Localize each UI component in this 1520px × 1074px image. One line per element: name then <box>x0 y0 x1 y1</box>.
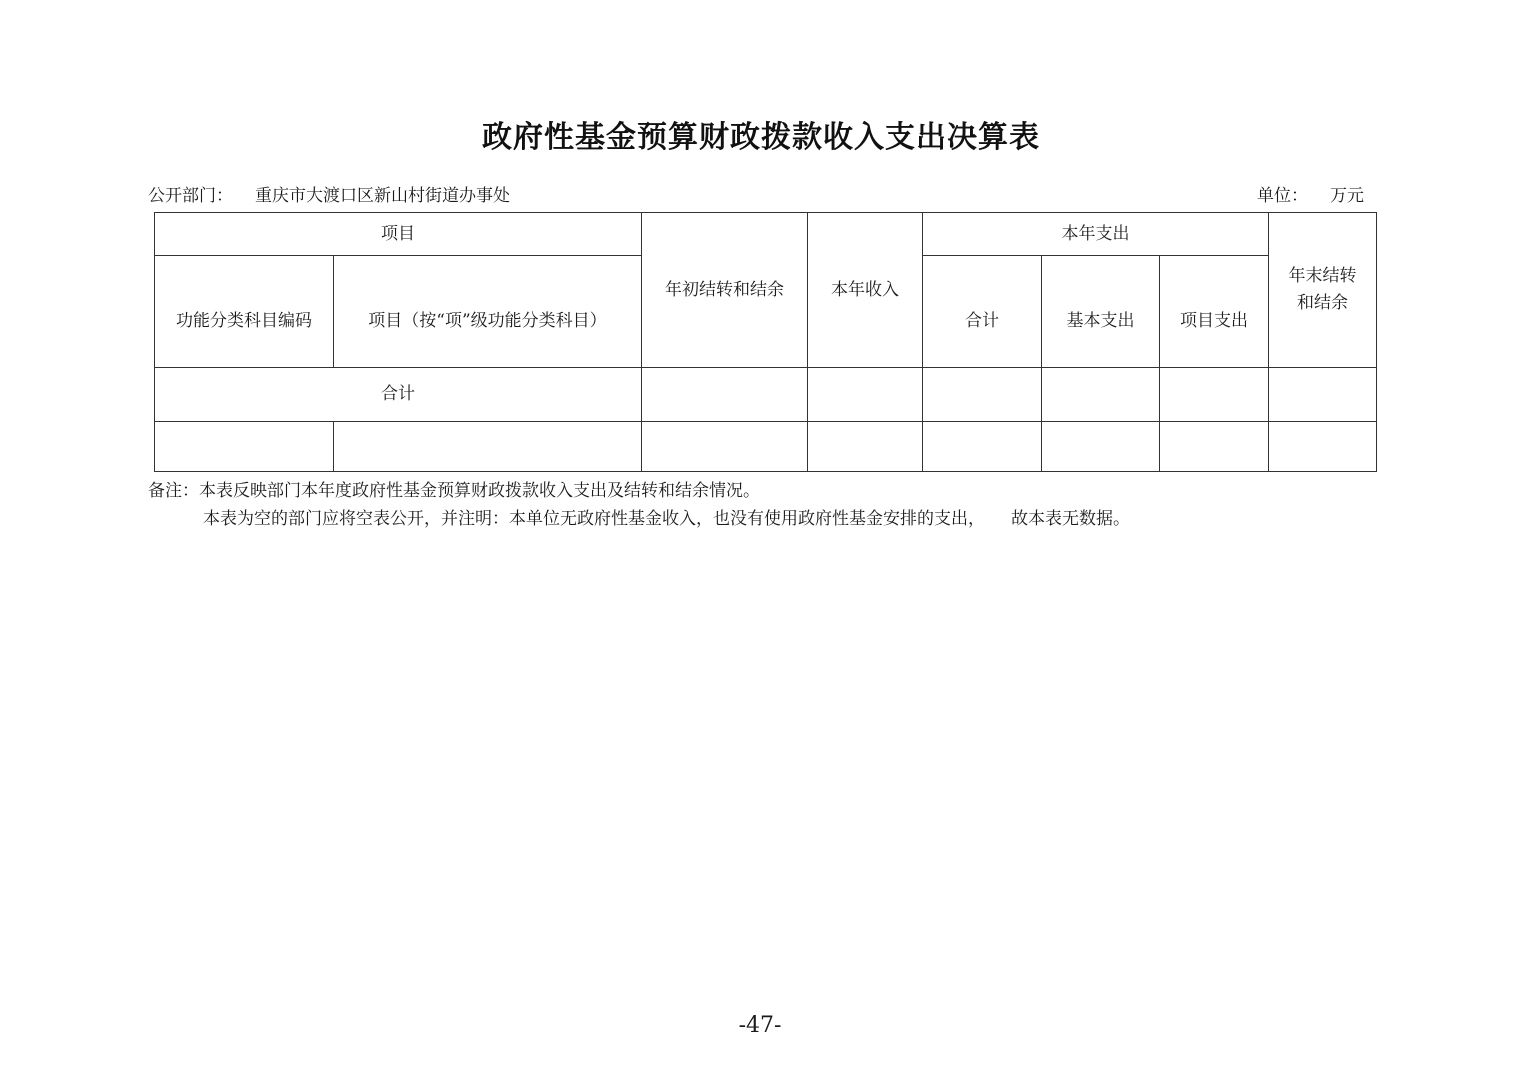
total-current-income-cell <box>808 368 923 422</box>
total-closing-balance-cell <box>1269 368 1377 422</box>
total-row-label: 合计 <box>155 368 642 422</box>
budget-table <box>154 212 1377 472</box>
empty-basic-expenditure-cell <box>1042 422 1160 472</box>
header-basic-expenditure <box>1042 256 1160 368</box>
page-title: 政府性基金预算财政拨款收入支出决算表 <box>482 120 1040 155</box>
unit-info <box>1257 185 1364 207</box>
table-row-total <box>155 368 1377 422</box>
empty-project-expenditure-cell <box>1160 422 1269 472</box>
page-number: -47- <box>738 1013 782 1038</box>
header-function-code-text: 功能分类科目编码 <box>176 311 312 331</box>
header-total-text: 合计 <box>965 311 999 331</box>
empty-function-code-cell <box>155 422 334 472</box>
department-value: 重庆市大渡口区新山村街道办事处 <box>255 186 510 206</box>
header-closing-balance-line2: 和结余 <box>1297 293 1348 313</box>
total-basic-expenditure-cell <box>1042 368 1160 422</box>
header-opening-balance: 年初结转和结余 <box>642 213 808 368</box>
header-current-income: 本年收入 <box>808 213 923 368</box>
table-row-empty <box>155 422 1377 472</box>
notes <box>148 477 1130 533</box>
header-row-1 <box>155 213 1377 256</box>
header-function-code <box>155 256 334 368</box>
note-line-1: 备注：本表反映部门本年度政府性基金预算财政拨款收入支出及结转和结余情况。 <box>148 481 760 501</box>
note-line-2-part-1: 本表为空的部门应将空表公开，并注明：本单位无政府性基金收入，也没有使用政府性基金安排的支出， <box>203 509 985 529</box>
unit-label: 单位： <box>1257 186 1308 206</box>
header-total <box>923 256 1042 368</box>
empty-expenditure-total-cell <box>923 422 1042 472</box>
header-project: 项目 <box>155 213 642 256</box>
header-basic-expenditure-text: 基本支出 <box>1066 311 1135 331</box>
total-expenditure-total-cell <box>923 368 1042 422</box>
header-project-expenditure-text: 项目支出 <box>1180 311 1248 331</box>
empty-closing-balance-cell <box>1269 422 1377 472</box>
department-info <box>148 185 510 207</box>
header-project-by-item <box>334 256 642 368</box>
header-project-expenditure <box>1160 256 1269 368</box>
note-line-2 <box>148 505 1130 533</box>
empty-opening-balance-cell <box>642 422 808 472</box>
header-closing-balance <box>1269 213 1377 368</box>
header-closing-balance-line1: 年末结转 <box>1288 266 1357 286</box>
empty-current-income-cell <box>808 422 923 472</box>
empty-project-cell <box>334 422 642 472</box>
total-opening-balance-cell <box>642 368 808 422</box>
header-current-expenditure: 本年支出 <box>923 213 1269 256</box>
header-project-by-item-text: 项目（按“项”级功能分类科目） <box>368 311 607 331</box>
total-project-expenditure-cell <box>1160 368 1269 422</box>
unit-value: 万元 <box>1330 186 1364 206</box>
department-label: 公开部门： <box>148 186 233 206</box>
note-line-2-part-2: 故本表无数据。 <box>1011 509 1130 529</box>
